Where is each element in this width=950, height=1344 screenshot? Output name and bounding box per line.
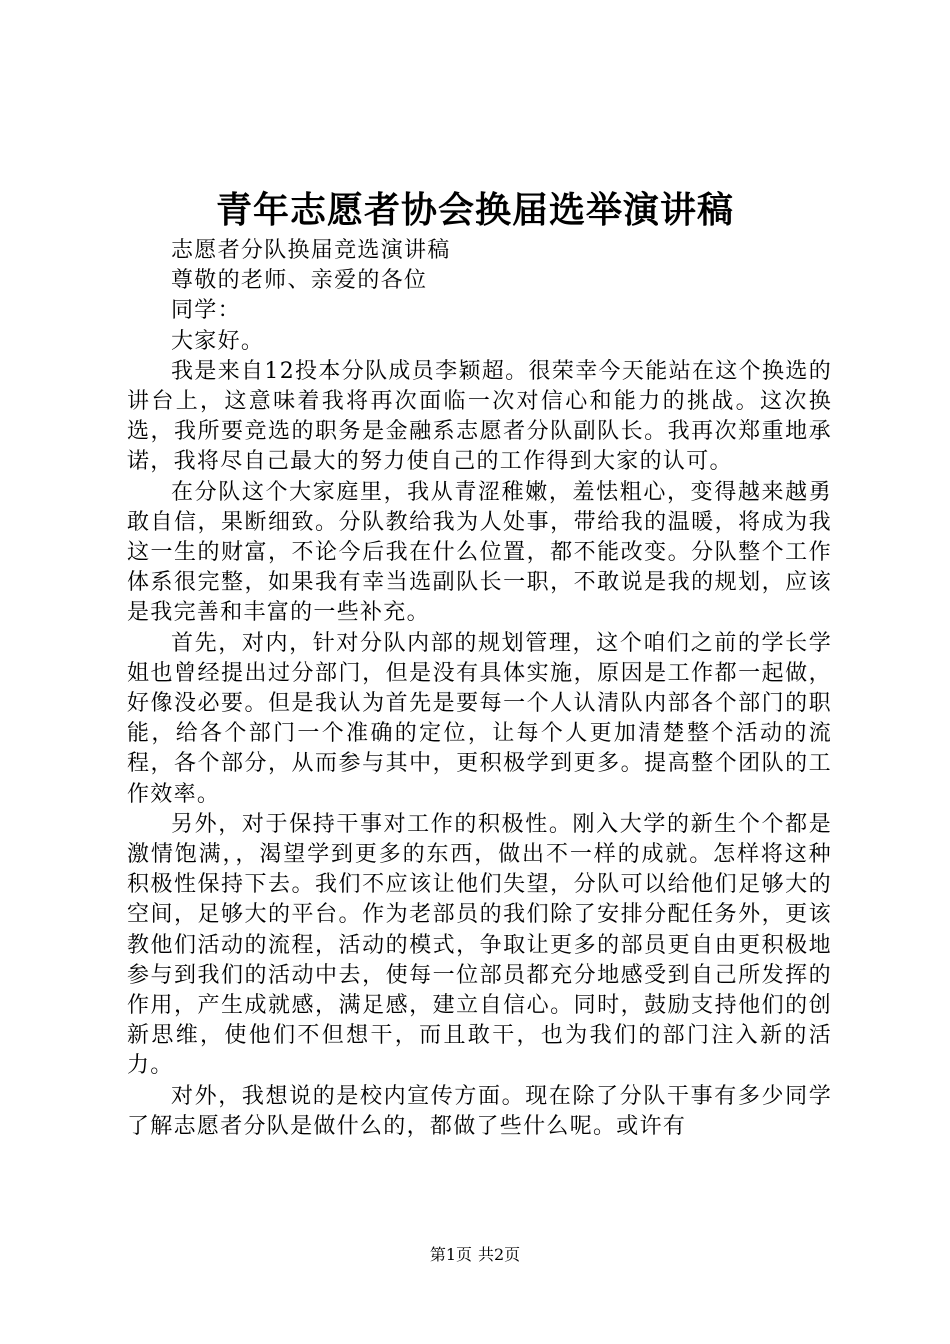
paragraph: 尊敬的老师、亲爱的各位: [171, 268, 428, 294]
document-title: 青年志愿者协会换届选举演讲稿: [215, 189, 734, 231]
paragraph: 在分队这个大家庭里，我从青涩稚嫩，羞怯粗心，变得越来越勇敢自信，果断细致。分队教给我为人处事，带给我的温暖，将成为我这一生的财富，不论今后我在什么位置，都不能改变。分队整个工作体系很完整，如果我有幸当选副队长一职，不敢说是我的规划，应该是我完善和丰富的一些补充。: [127, 479, 832, 626]
document-body: [127, 236, 832, 1142]
paragraph: 志愿者分队换届竞选演讲稿: [171, 238, 451, 263]
paragraph: 对外，我想说的是校内宣传方面。现在除了分队干事有多少同学了解志愿者分队是做什么的，都做了些什么呢。或许有: [127, 1083, 832, 1139]
page-footer: [0, 1244, 950, 1266]
paragraph: 同学：: [171, 298, 241, 324]
page-total: 共2页: [478, 1245, 521, 1264]
paragraph: 首先，对内，针对分队内部的规划管理，这个咱们之前的学长学姐也曾经提出过分部门，但是没有具体实施，原因是工作都一起做，好像没必要。但是我认为首先是要每一个人认清队内部各个部门的职能，给各个部门一个准确的定位，让每个人更加清楚整个活动的流程，各个部分，从而参与其中，更积极学到更多。提高整个团队的工作效率。: [127, 630, 832, 807]
paragraph: 另外，对于保持干事对工作的积极性。刚入大学的新生个个都是激情饱满，，渴望学到更多的东西，做出不一样的成就。怎样将这种积极性保持下去。我们不应该让他们失望，分队可以给他们足够大的空间，足够大的平台。作为老部员的我们除了安排分配任务外，更该教他们活动的流程，活动的模式，争取让更多的部员更自由更积极地参与到我们的活动中去，使每一位部员都充分地感受到自己所发挥的作用，产生成就感，满足感，建立自信心。同时，鼓励支持他们的创新思维，使他们不但想干，而且敢干，也为我们的部门注入新的活力。: [127, 811, 832, 1079]
paragraph: 大家好。: [171, 328, 265, 354]
page-number: 第1页: [429, 1245, 472, 1264]
paragraph: 我是来自12投本分队成员李颖超。很荣幸今天能站在这个换选的讲台上，这意味着我将再次面临一次对信心和能力的挑战。这次换选，我所要竞选的职务是金融系志愿者分队副队长。我再次郑重地承诺，我将尽自己最大的努力使自己的工作得到大家的认可。: [127, 358, 832, 475]
